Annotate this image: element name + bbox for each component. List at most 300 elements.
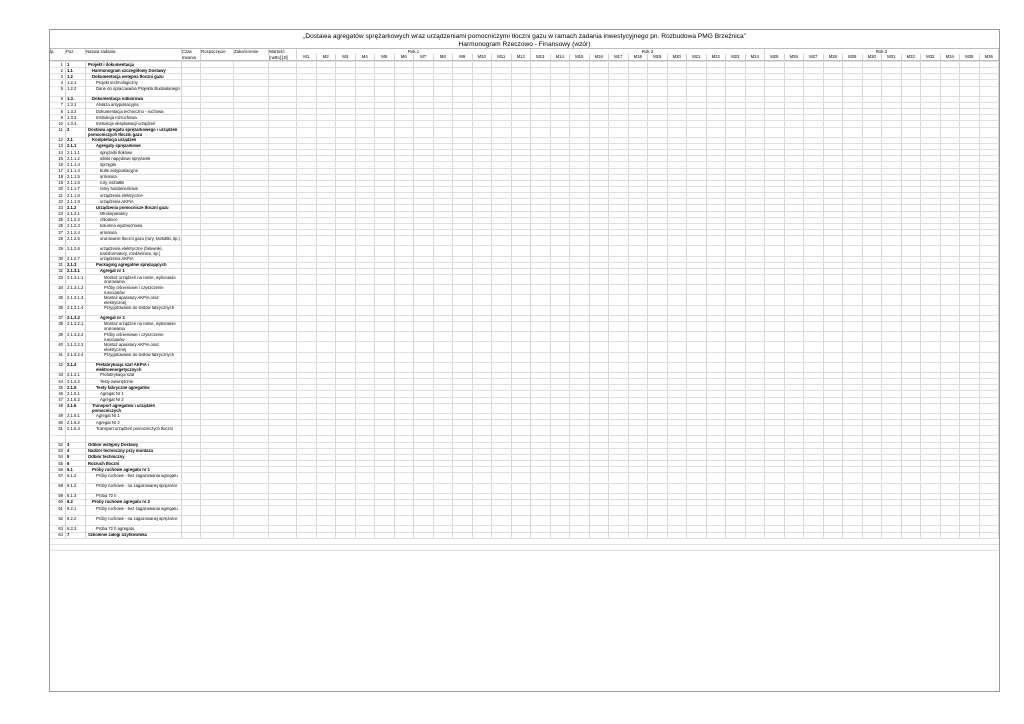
row-month-cell bbox=[980, 473, 1000, 482]
row-position: 1.2 bbox=[66, 74, 86, 79]
row-month-cell bbox=[902, 306, 922, 315]
row-month-cell bbox=[336, 275, 356, 284]
row-task-name: Agregat Nr 1 bbox=[86, 414, 182, 419]
row-month-cell bbox=[921, 506, 941, 515]
header-month: M18 bbox=[629, 54, 649, 60]
row-month-cell bbox=[590, 332, 610, 341]
row-month-cell bbox=[941, 285, 961, 294]
row-month-cell bbox=[629, 342, 649, 351]
row-month-cell bbox=[590, 473, 610, 482]
row-month-cell bbox=[648, 306, 668, 315]
row-month-cell bbox=[746, 285, 766, 294]
row-month-cell bbox=[687, 342, 707, 351]
row-month-cell bbox=[960, 516, 980, 525]
row-month-cell bbox=[629, 322, 649, 331]
row-month-cell bbox=[570, 353, 590, 362]
row-month-cell bbox=[570, 285, 590, 294]
row-month-cell bbox=[746, 87, 766, 96]
row-month-cell bbox=[512, 306, 532, 315]
row-task-name: Testy wewnętrzne bbox=[86, 379, 182, 384]
row-month-cell bbox=[668, 506, 688, 515]
row-month-cell bbox=[707, 322, 727, 331]
row-month-cell bbox=[804, 506, 824, 515]
row-month-cell bbox=[336, 426, 356, 435]
row-task-name: Kompletacja urządzeń bbox=[86, 138, 182, 143]
row-month-cell bbox=[453, 484, 473, 493]
row-month-cell bbox=[804, 87, 824, 96]
row-task-name: Montaż urządzeń na ramie, wykonanie orurowania bbox=[86, 322, 182, 331]
table-row bbox=[50, 305, 999, 315]
row-month-cell bbox=[336, 87, 356, 96]
row-position: 2.1.3 bbox=[66, 263, 86, 268]
row-month-cell bbox=[336, 484, 356, 493]
row-month-cell bbox=[980, 306, 1000, 315]
row-month-cell bbox=[687, 353, 707, 362]
row-task-name: Montaż aparatury AKPiA oraz elektrycznej bbox=[86, 295, 182, 304]
header-month: M13 bbox=[531, 54, 551, 60]
row-empty-cell bbox=[201, 332, 234, 341]
row-month-cell bbox=[395, 516, 415, 525]
row-month-cell bbox=[414, 516, 434, 525]
row-month-cell bbox=[902, 404, 922, 413]
row-month-cell bbox=[921, 353, 941, 362]
row-month-cell bbox=[687, 236, 707, 245]
row-month-cell bbox=[453, 236, 473, 245]
row-task-name: Agregaty sprężarkowe bbox=[86, 144, 182, 149]
row-task-name: Próba 72 h agregatu bbox=[86, 526, 182, 531]
row-empty-cell bbox=[269, 332, 297, 341]
row-lp: 15 bbox=[50, 156, 66, 161]
row-month-cell bbox=[629, 295, 649, 304]
row-month-cell bbox=[668, 275, 688, 284]
table-row bbox=[50, 472, 999, 482]
row-month-cell bbox=[668, 87, 688, 96]
row-month-cell bbox=[551, 306, 571, 315]
row-month-cell bbox=[512, 246, 532, 255]
row-month-cell bbox=[492, 295, 512, 304]
row-lp: 45 bbox=[50, 385, 66, 390]
table-row-empty bbox=[50, 550, 999, 556]
row-month-cell bbox=[531, 285, 551, 294]
row-task-name: Agregat Nr 2 bbox=[86, 420, 182, 425]
row-month-cell bbox=[512, 322, 532, 331]
row-month-cell bbox=[668, 285, 688, 294]
row-position: 2.1.2.4 bbox=[66, 230, 86, 235]
row-month-cell bbox=[824, 342, 844, 351]
row-empty-cell bbox=[269, 404, 297, 413]
row-position: 2.1.1 bbox=[66, 144, 86, 149]
row-month-cell bbox=[629, 353, 649, 362]
row-month-cell bbox=[648, 363, 668, 372]
row-month-cell bbox=[785, 473, 805, 482]
header-month: M21 bbox=[687, 54, 707, 60]
row-month-cell bbox=[804, 306, 824, 315]
row-month-cell bbox=[668, 353, 688, 362]
row-month-cell bbox=[297, 332, 317, 341]
row-month-cell bbox=[590, 353, 610, 362]
row-position: 2.1 bbox=[66, 138, 86, 143]
row-month-cell bbox=[648, 285, 668, 294]
row-month-cell bbox=[980, 236, 1000, 245]
row-month-cell bbox=[453, 363, 473, 372]
row-task-name: Projekt technologiczny bbox=[86, 80, 182, 85]
row-empty-cell bbox=[201, 342, 234, 351]
row-month-cell bbox=[453, 285, 473, 294]
row-month-cell bbox=[785, 246, 805, 255]
row-empty-cell bbox=[269, 342, 297, 351]
row-month-cell bbox=[785, 332, 805, 341]
row-month-cell bbox=[551, 342, 571, 351]
row-month-cell bbox=[785, 87, 805, 96]
row-month-cell bbox=[317, 473, 337, 482]
row-month-cell bbox=[765, 306, 785, 315]
header-month: M19 bbox=[648, 54, 668, 60]
row-month-cell bbox=[726, 353, 746, 362]
row-task-name: Odbiór techniczny bbox=[86, 455, 182, 460]
row-lp: 10 bbox=[50, 121, 66, 126]
header-month: M5 bbox=[375, 54, 395, 60]
row-month-cell bbox=[297, 506, 317, 515]
row-month-cell bbox=[317, 342, 337, 351]
row-month-cell bbox=[590, 404, 610, 413]
row-month-cell bbox=[726, 236, 746, 245]
row-month-cell bbox=[921, 295, 941, 304]
row-month-cell bbox=[902, 332, 922, 341]
row-month-cell bbox=[902, 363, 922, 372]
row-month-cell bbox=[492, 275, 512, 284]
row-month-cell bbox=[648, 275, 668, 284]
row-empty-cell bbox=[269, 128, 297, 137]
header-poz: Poz. bbox=[66, 49, 86, 55]
row-task-name: chłodnice bbox=[86, 218, 182, 223]
row-month-cell bbox=[492, 332, 512, 341]
row-month-cell bbox=[960, 506, 980, 515]
row-month-cell bbox=[473, 342, 493, 351]
row-month-cell bbox=[531, 236, 551, 245]
row-month-cell bbox=[512, 236, 532, 245]
row-month-cell bbox=[746, 516, 766, 525]
row-empty-cell bbox=[182, 342, 201, 351]
header-start: Rozpoczęcie bbox=[201, 49, 234, 55]
row-month-cell bbox=[570, 87, 590, 96]
row-month-cell bbox=[863, 426, 883, 435]
row-month-cell bbox=[921, 322, 941, 331]
row-month-cell bbox=[297, 306, 317, 315]
row-lp: 3 bbox=[50, 74, 66, 79]
row-month-cell bbox=[843, 322, 863, 331]
row-empty-cell bbox=[234, 87, 269, 96]
row-month-cell bbox=[687, 295, 707, 304]
row-month-cell bbox=[629, 332, 649, 341]
row-month-cell bbox=[921, 128, 941, 137]
row-lp: 44 bbox=[50, 379, 66, 384]
row-month-cell bbox=[746, 506, 766, 515]
row-month-cell bbox=[453, 128, 473, 137]
row-position: 2.1.2.2 bbox=[66, 218, 86, 223]
row-month-cell bbox=[590, 275, 610, 284]
row-month-cell bbox=[882, 353, 902, 362]
row-month-cell bbox=[609, 322, 629, 331]
row-month-cell bbox=[843, 332, 863, 341]
row-month-cell bbox=[336, 506, 356, 515]
row-lp: 36 bbox=[50, 306, 66, 315]
row-month-cell bbox=[434, 275, 454, 284]
row-month-cell bbox=[297, 473, 317, 482]
row-month-cell bbox=[551, 353, 571, 362]
row-month-cell bbox=[707, 426, 727, 435]
row-month-cell bbox=[512, 285, 532, 294]
row-month-cell bbox=[882, 246, 902, 255]
row-month-cell bbox=[414, 404, 434, 413]
row-month-cell bbox=[609, 484, 629, 493]
row-empty-cell bbox=[182, 363, 201, 372]
row-month-cell bbox=[980, 484, 1000, 493]
row-month-cell bbox=[785, 353, 805, 362]
row-month-cell bbox=[395, 322, 415, 331]
row-month-cell bbox=[824, 322, 844, 331]
row-month-cell bbox=[765, 275, 785, 284]
row-month-cell bbox=[297, 516, 317, 525]
row-month-cell bbox=[356, 516, 376, 525]
row-month-cell bbox=[804, 128, 824, 137]
row-position: 2.1.3.2.4 bbox=[66, 353, 86, 362]
row-lp: 61 bbox=[50, 506, 66, 515]
row-month-cell bbox=[570, 484, 590, 493]
row-month-cell bbox=[531, 332, 551, 341]
row-month-cell bbox=[824, 426, 844, 435]
row-position: 1.3.3 bbox=[66, 115, 86, 120]
row-month-cell bbox=[707, 506, 727, 515]
row-lp: 62 bbox=[50, 516, 66, 525]
row-month-cell bbox=[765, 506, 785, 515]
row-lp: 38 bbox=[50, 322, 66, 331]
row-month-cell bbox=[336, 236, 356, 245]
header-month: M3 bbox=[336, 54, 356, 60]
row-empty-cell bbox=[269, 306, 297, 315]
row-month-cell bbox=[473, 332, 493, 341]
row-month-cell bbox=[434, 87, 454, 96]
row-month-cell bbox=[980, 246, 1000, 255]
row-task-name: rury, kształtki bbox=[86, 181, 182, 186]
row-lp: 35 bbox=[50, 295, 66, 304]
row-month-cell bbox=[336, 322, 356, 331]
row-position: 2 bbox=[66, 128, 86, 137]
row-month-cell bbox=[570, 516, 590, 525]
row-month-cell bbox=[375, 295, 395, 304]
row-month-cell bbox=[980, 295, 1000, 304]
row-month-cell bbox=[629, 473, 649, 482]
row-month-cell bbox=[453, 404, 473, 413]
row-position: 2.1.3.2 bbox=[66, 316, 86, 321]
row-month-cell bbox=[648, 516, 668, 525]
row-month-cell bbox=[863, 404, 883, 413]
row-empty-cell bbox=[269, 473, 297, 482]
row-month-cell bbox=[824, 404, 844, 413]
row-task-name: filtroseparatory bbox=[86, 212, 182, 217]
row-month-cell bbox=[570, 342, 590, 351]
row-month-cell bbox=[492, 516, 512, 525]
row-month-cell bbox=[570, 275, 590, 284]
row-empty-cell bbox=[201, 236, 234, 245]
row-month-cell bbox=[395, 246, 415, 255]
row-empty-cell bbox=[234, 236, 269, 245]
row-month-cell bbox=[765, 363, 785, 372]
row-empty-cell bbox=[201, 275, 234, 284]
row-month-cell bbox=[512, 128, 532, 137]
row-position: 2.1.2.1 bbox=[66, 212, 86, 217]
row-month-cell bbox=[960, 484, 980, 493]
row-month-cell bbox=[960, 236, 980, 245]
row-month-cell bbox=[746, 484, 766, 493]
row-empty-cell bbox=[234, 332, 269, 341]
row-month-cell bbox=[434, 426, 454, 435]
row-position: 1.3.1 bbox=[66, 103, 86, 108]
row-month-cell bbox=[317, 426, 337, 435]
row-lp: 28 bbox=[50, 236, 66, 245]
row-month-cell bbox=[473, 306, 493, 315]
row-month-cell bbox=[395, 295, 415, 304]
table-row bbox=[50, 321, 999, 331]
document-subtitle: Harmonogram Rzeczowo - Finansowy (wzór) bbox=[458, 41, 591, 48]
row-empty-cell bbox=[269, 506, 297, 515]
row-task-name: Montaż aparatury AKPiA oraz elektrycznej bbox=[86, 342, 182, 351]
row-lp: 21 bbox=[50, 193, 66, 198]
row-month-cell bbox=[824, 473, 844, 482]
row-month-cell bbox=[317, 306, 337, 315]
row-month-cell bbox=[980, 322, 1000, 331]
row-month-cell bbox=[746, 426, 766, 435]
row-lp: 47 bbox=[50, 398, 66, 403]
row-month-cell bbox=[434, 332, 454, 341]
row-month-cell bbox=[804, 322, 824, 331]
row-month-cell bbox=[395, 404, 415, 413]
row-month-cell bbox=[297, 404, 317, 413]
row-month-cell bbox=[473, 295, 493, 304]
header-duration: Czas trwania bbox=[182, 49, 201, 61]
row-month-cell bbox=[297, 246, 317, 255]
header-month: M34 bbox=[941, 54, 961, 60]
row-empty-cell bbox=[182, 295, 201, 304]
row-month-cell bbox=[668, 473, 688, 482]
row-task-name: Instrukcja rozruchowa bbox=[86, 115, 182, 120]
row-month-cell bbox=[590, 246, 610, 255]
row-month-cell bbox=[648, 426, 668, 435]
row-month-cell bbox=[687, 473, 707, 482]
row-month-cell bbox=[707, 363, 727, 372]
header-month: M12 bbox=[512, 54, 532, 60]
row-month-cell bbox=[843, 516, 863, 525]
row-month-cell bbox=[473, 128, 493, 137]
row-position: 6.1.2 bbox=[66, 484, 86, 493]
table-row bbox=[50, 403, 999, 413]
row-month-cell bbox=[687, 426, 707, 435]
row-month-cell bbox=[941, 295, 961, 304]
row-month-cell bbox=[726, 87, 746, 96]
row-month-cell bbox=[804, 426, 824, 435]
row-month-cell bbox=[356, 87, 376, 96]
header-month: M26 bbox=[785, 54, 805, 60]
row-month-cell bbox=[804, 473, 824, 482]
row-month-cell bbox=[648, 342, 668, 351]
row-month-cell bbox=[746, 128, 766, 137]
row-month-cell bbox=[941, 484, 961, 493]
row-month-cell bbox=[356, 285, 376, 294]
row-month-cell bbox=[863, 275, 883, 284]
header-task-name: Nazwa zadania bbox=[86, 49, 182, 55]
row-position: 6.2.2 bbox=[66, 516, 86, 525]
row-month-cell bbox=[804, 332, 824, 341]
row-lp: 17 bbox=[50, 169, 66, 174]
header-month: M16 bbox=[590, 54, 610, 60]
row-month-cell bbox=[375, 275, 395, 284]
row-empty-cell bbox=[269, 275, 297, 284]
header-year-1: Rok 1 bbox=[297, 49, 531, 55]
row-month-cell bbox=[551, 404, 571, 413]
row-month-cell bbox=[882, 516, 902, 525]
row-month-cell bbox=[824, 128, 844, 137]
row-month-cell bbox=[785, 484, 805, 493]
row-month-cell bbox=[590, 87, 610, 96]
row-empty-cell bbox=[201, 128, 234, 137]
row-position: 2.1.2.6 bbox=[66, 246, 86, 255]
row-month-cell bbox=[512, 353, 532, 362]
header-year-2: Rok 2 bbox=[531, 49, 765, 55]
row-month-cell bbox=[492, 404, 512, 413]
row-month-cell bbox=[980, 87, 1000, 96]
row-month-cell bbox=[512, 87, 532, 96]
row-month-cell bbox=[765, 342, 785, 351]
row-month-cell bbox=[375, 322, 395, 331]
row-month-cell bbox=[297, 128, 317, 137]
row-lp: 29 bbox=[50, 246, 66, 255]
row-month-cell bbox=[395, 342, 415, 351]
row-month-cell bbox=[317, 275, 337, 284]
row-month-cell bbox=[687, 306, 707, 315]
row-month-cell bbox=[941, 332, 961, 341]
row-month-cell bbox=[863, 473, 883, 482]
row-month-cell bbox=[570, 322, 590, 331]
row-month-cell bbox=[648, 506, 668, 515]
row-month-cell bbox=[473, 87, 493, 96]
row-lp: 64 bbox=[50, 533, 66, 538]
row-month-cell bbox=[707, 332, 727, 341]
row-month-cell bbox=[414, 306, 434, 315]
row-empty-cell bbox=[234, 473, 269, 482]
row-month-cell bbox=[414, 285, 434, 294]
row-month-cell bbox=[375, 236, 395, 245]
row-lp: 59 bbox=[50, 494, 66, 499]
row-month-cell bbox=[336, 353, 356, 362]
row-empty-cell bbox=[201, 426, 234, 435]
row-month-cell bbox=[785, 285, 805, 294]
row-month-cell bbox=[356, 236, 376, 245]
row-month-cell bbox=[473, 275, 493, 284]
row-task-name: Dokumentacja wstępna tłoczni gazu bbox=[86, 74, 182, 79]
row-month-cell bbox=[726, 473, 746, 482]
row-month-cell bbox=[941, 353, 961, 362]
row-month-cell bbox=[843, 404, 863, 413]
row-position: 4 bbox=[66, 449, 86, 454]
row-position: 2.1.6.1 bbox=[66, 414, 86, 419]
row-month-cell bbox=[531, 473, 551, 482]
header-month: M33 bbox=[921, 54, 941, 60]
row-task-name: Odbiór wstępny Dostawy bbox=[86, 443, 182, 448]
row-month-cell bbox=[395, 128, 415, 137]
row-month-cell bbox=[375, 306, 395, 315]
row-empty-cell bbox=[269, 363, 297, 372]
row-empty-cell bbox=[201, 516, 234, 525]
row-month-cell bbox=[882, 285, 902, 294]
